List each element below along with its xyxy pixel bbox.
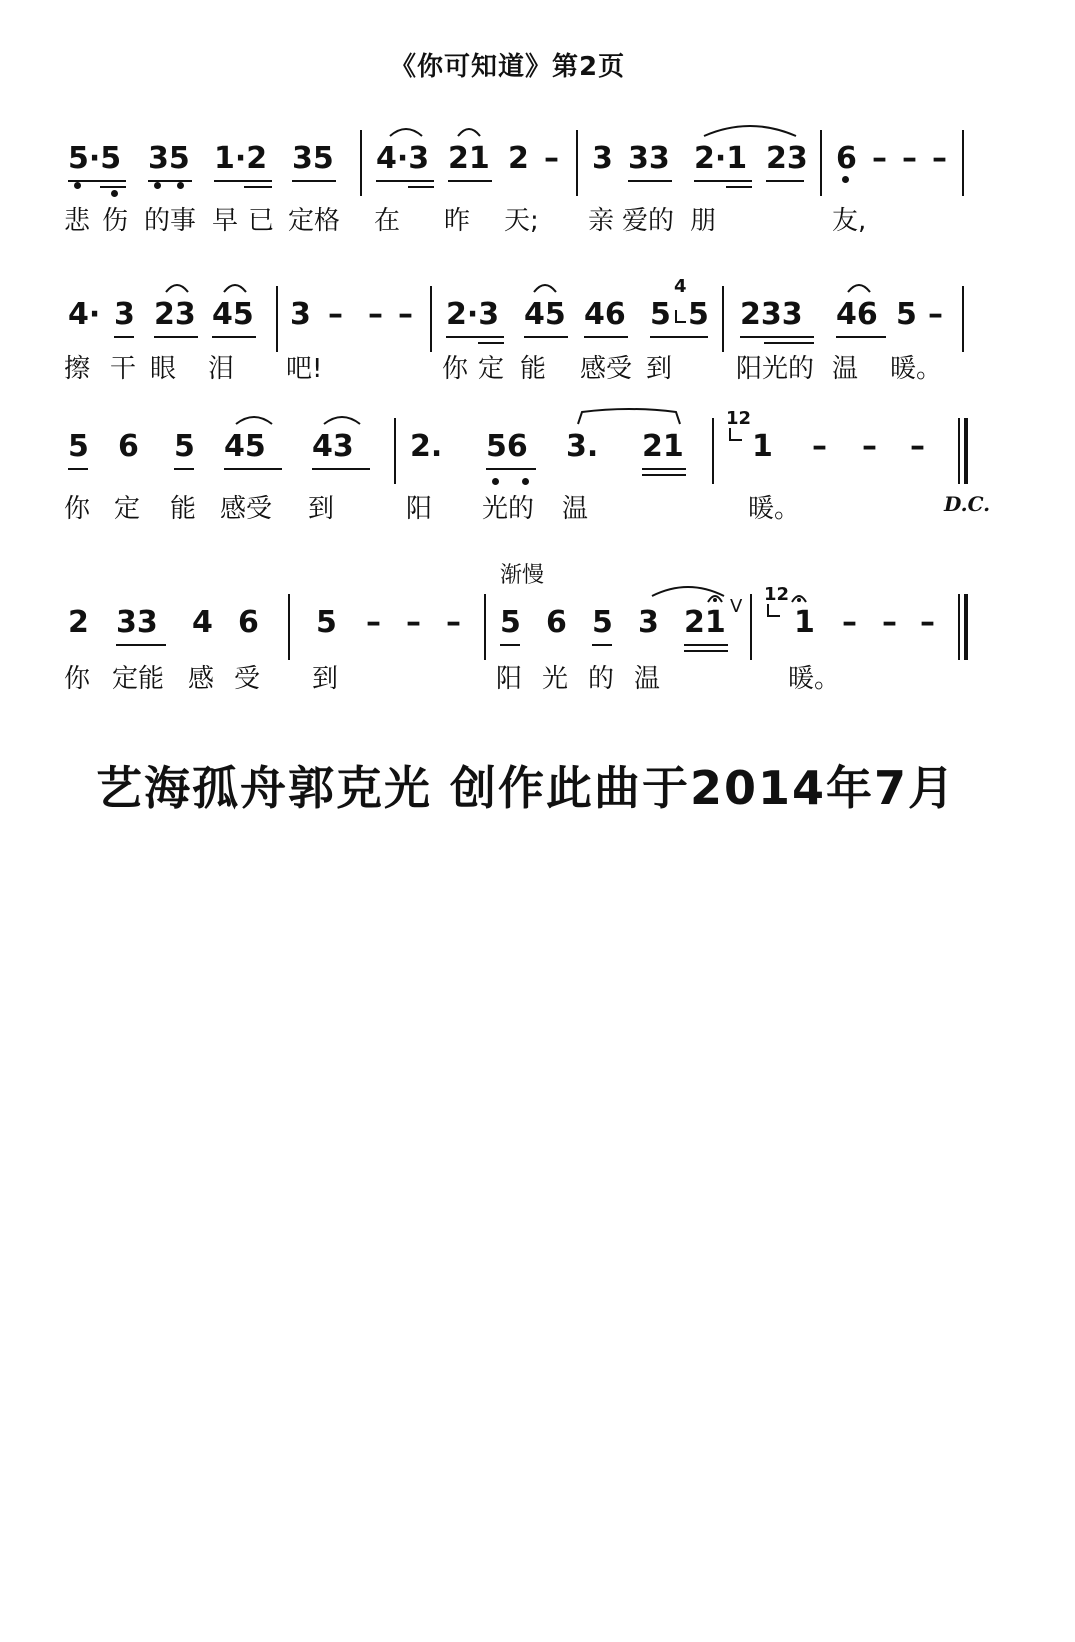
lyric: 的 [588,664,615,694]
bar-line [484,594,486,660]
octave-dot [177,182,184,189]
note: 3. [566,429,599,464]
grace-hook [766,604,782,622]
note: – [366,605,381,640]
note: – [544,141,559,176]
lyric: 阳 [406,494,433,524]
lyric: 泪 [208,354,235,384]
note: 5 [316,605,337,640]
octave-dot [492,478,499,485]
underline [408,186,434,188]
lyric: 朋 [690,206,717,236]
lyric: 温 [634,664,661,694]
lyric: 早 [212,206,239,236]
lyric: 到 [646,354,673,384]
grace-note: 12 [764,584,790,605]
breath-mark: V [730,596,743,617]
note: 21 [684,605,726,640]
note: 6 [546,605,567,640]
note: – [328,297,343,332]
bar-line [276,286,278,352]
composer-credit: 艺海孤舟郭克光 创作此曲于2014年7月 [96,761,957,815]
note: 6 [238,605,259,640]
page-title: 《你可知道》第2页 [390,52,626,82]
note: – [882,605,897,640]
lyric: 定 [478,354,505,384]
lyric: 暖。 [748,494,801,524]
bar-line [722,286,724,352]
note: 33 [116,605,158,640]
note: – [368,297,383,332]
note: – [910,429,925,464]
bar-line [430,286,432,352]
lyric: 温 [562,494,589,524]
slur [650,582,726,598]
octave-dot [74,182,81,189]
lyric: 能 [170,494,197,524]
note: 3 [638,605,659,640]
note: – [862,429,877,464]
note: 5 [896,297,917,332]
da-capo-mark: D.C. [944,492,991,516]
note: 56 [486,429,528,464]
lyric: 干 [110,354,137,384]
underline [116,644,166,646]
note: 5 [174,429,195,464]
underline [592,644,612,646]
lyric: 定 [114,494,141,524]
lyric: 伤 [102,206,129,236]
lyric: 已 [248,206,275,236]
note: 3 [592,141,613,176]
note: 45 [524,297,566,332]
lyric: 眼 [150,354,177,384]
underline [642,474,686,476]
lyric: 你 [64,494,91,524]
slur [702,122,798,138]
note: 3 [290,297,311,332]
underline [650,336,708,338]
grace-hook [674,310,688,328]
underline [100,186,126,188]
slur [222,280,248,294]
underline [448,180,492,182]
underline [766,180,804,182]
underline [154,336,198,338]
note: 2·1 [694,141,748,176]
lyrics-row [0,354,1075,390]
lyric: 感 [188,664,215,694]
octave-dot [522,478,529,485]
note: 5·5 [68,141,122,176]
note: 4·3 [376,141,430,176]
slur [456,124,482,138]
note: 5 [592,605,613,640]
note: 35 [292,141,334,176]
final-bar-thick [964,418,968,484]
slur [846,280,872,294]
lyric: 定格 [288,206,341,236]
note: 2 [508,141,529,176]
note: 2 [68,605,89,640]
lyric: 的事 [144,206,197,236]
underline [524,336,568,338]
lyric: 在 [374,206,401,236]
note: – [446,605,461,640]
lyric: 亲 [588,206,615,236]
note: 6 [836,141,857,176]
lyric: 感受 [580,354,633,384]
underline [584,336,628,338]
slur [322,412,362,426]
lyric: 温 [832,354,859,384]
note: 3 [114,297,135,332]
slur [164,280,190,294]
note: 21 [448,141,490,176]
lyrics-row [0,664,1075,700]
bar-line [962,286,964,352]
lyric: 受 [234,664,261,694]
note: 2·3 [446,297,500,332]
note: – [932,141,947,176]
note: 45 [212,297,254,332]
lyric: 爱的 [622,206,675,236]
lyric: 光 [542,664,569,694]
bar-line [360,130,362,196]
lyric: 暖。 [890,354,943,384]
underline [312,468,370,470]
bar-line [576,130,578,196]
lyric: 悲 [64,206,91,236]
bar-line [962,130,964,196]
lyric: 阳光的 [736,354,815,384]
underline [114,336,134,338]
underline [740,336,814,338]
note: – [928,297,943,332]
note: 33 [628,141,670,176]
underline [628,180,672,182]
lyric: 定能 [112,664,165,694]
grace-note: 4 [674,276,687,297]
note: 2. [410,429,443,464]
lyric: 吧! [286,354,323,384]
note: 5 [500,605,521,640]
bar-line [288,594,290,660]
bar-line [712,418,714,484]
octave-dot [111,190,118,197]
lyric: 阳 [496,664,523,694]
slur [388,124,424,138]
note: – [842,605,857,640]
lyric: 到 [312,664,339,694]
lyric: 暖。 [788,664,841,694]
note: – [902,141,917,176]
underline [174,468,194,470]
final-bar-thick [964,594,968,660]
slur [234,412,274,426]
grace-hook [728,428,744,446]
note: 1 [794,605,815,640]
lyrics-row [0,494,1075,530]
lyric: 擦 [64,354,91,384]
underline [292,180,336,182]
slur [532,280,558,294]
underline [224,468,282,470]
note: – [406,605,421,640]
final-bar-thin [958,418,960,484]
fermata-icon [790,590,808,604]
note: 45 [224,429,266,464]
note: 4· [68,297,101,332]
underline [836,336,886,338]
note: 5 [688,297,709,332]
note: 233 [740,297,803,332]
note: – [398,297,413,332]
underline [244,186,272,188]
underline [694,180,752,182]
note: 21 [642,429,684,464]
underline [214,180,272,182]
note: – [812,429,827,464]
slur [576,408,682,426]
underline [376,180,434,182]
underline [642,468,686,470]
underline [500,644,520,646]
note: 5 [650,297,671,332]
bar-line [394,418,396,484]
lyric: 感受 [220,494,273,524]
underline [446,336,504,338]
underline [684,650,728,652]
note: 1 [752,429,773,464]
final-bar-thin [958,594,960,660]
lyric: 到 [308,494,335,524]
note: 6 [118,429,139,464]
bar-line [820,130,822,196]
note: 46 [584,297,626,332]
lyric: 光的 [482,494,535,524]
underline [486,468,536,470]
note: – [920,605,935,640]
octave-dot [842,176,849,183]
lyric: 友, [832,206,867,236]
lyric: 你 [442,354,469,384]
lyric: 天; [504,206,539,236]
note: 1·2 [214,141,268,176]
underline [726,186,752,188]
octave-dot [154,182,161,189]
note: 23 [154,297,196,332]
underline [478,342,504,344]
tempo-marking: 渐慢 [500,563,545,588]
underline [212,336,256,338]
note: 5 [68,429,89,464]
lyric: 你 [64,664,91,694]
lyric: 昨 [444,206,471,236]
lyrics-row [0,206,1075,242]
underline [68,468,88,470]
bar-line [750,594,752,660]
note: 43 [312,429,354,464]
lyric: 能 [520,354,547,384]
underline [684,644,728,646]
grace-note: 12 [726,408,752,429]
note: 46 [836,297,878,332]
note: – [872,141,887,176]
note: 23 [766,141,808,176]
note: 4 [192,605,213,640]
underline [764,342,814,344]
note: 35 [148,141,190,176]
